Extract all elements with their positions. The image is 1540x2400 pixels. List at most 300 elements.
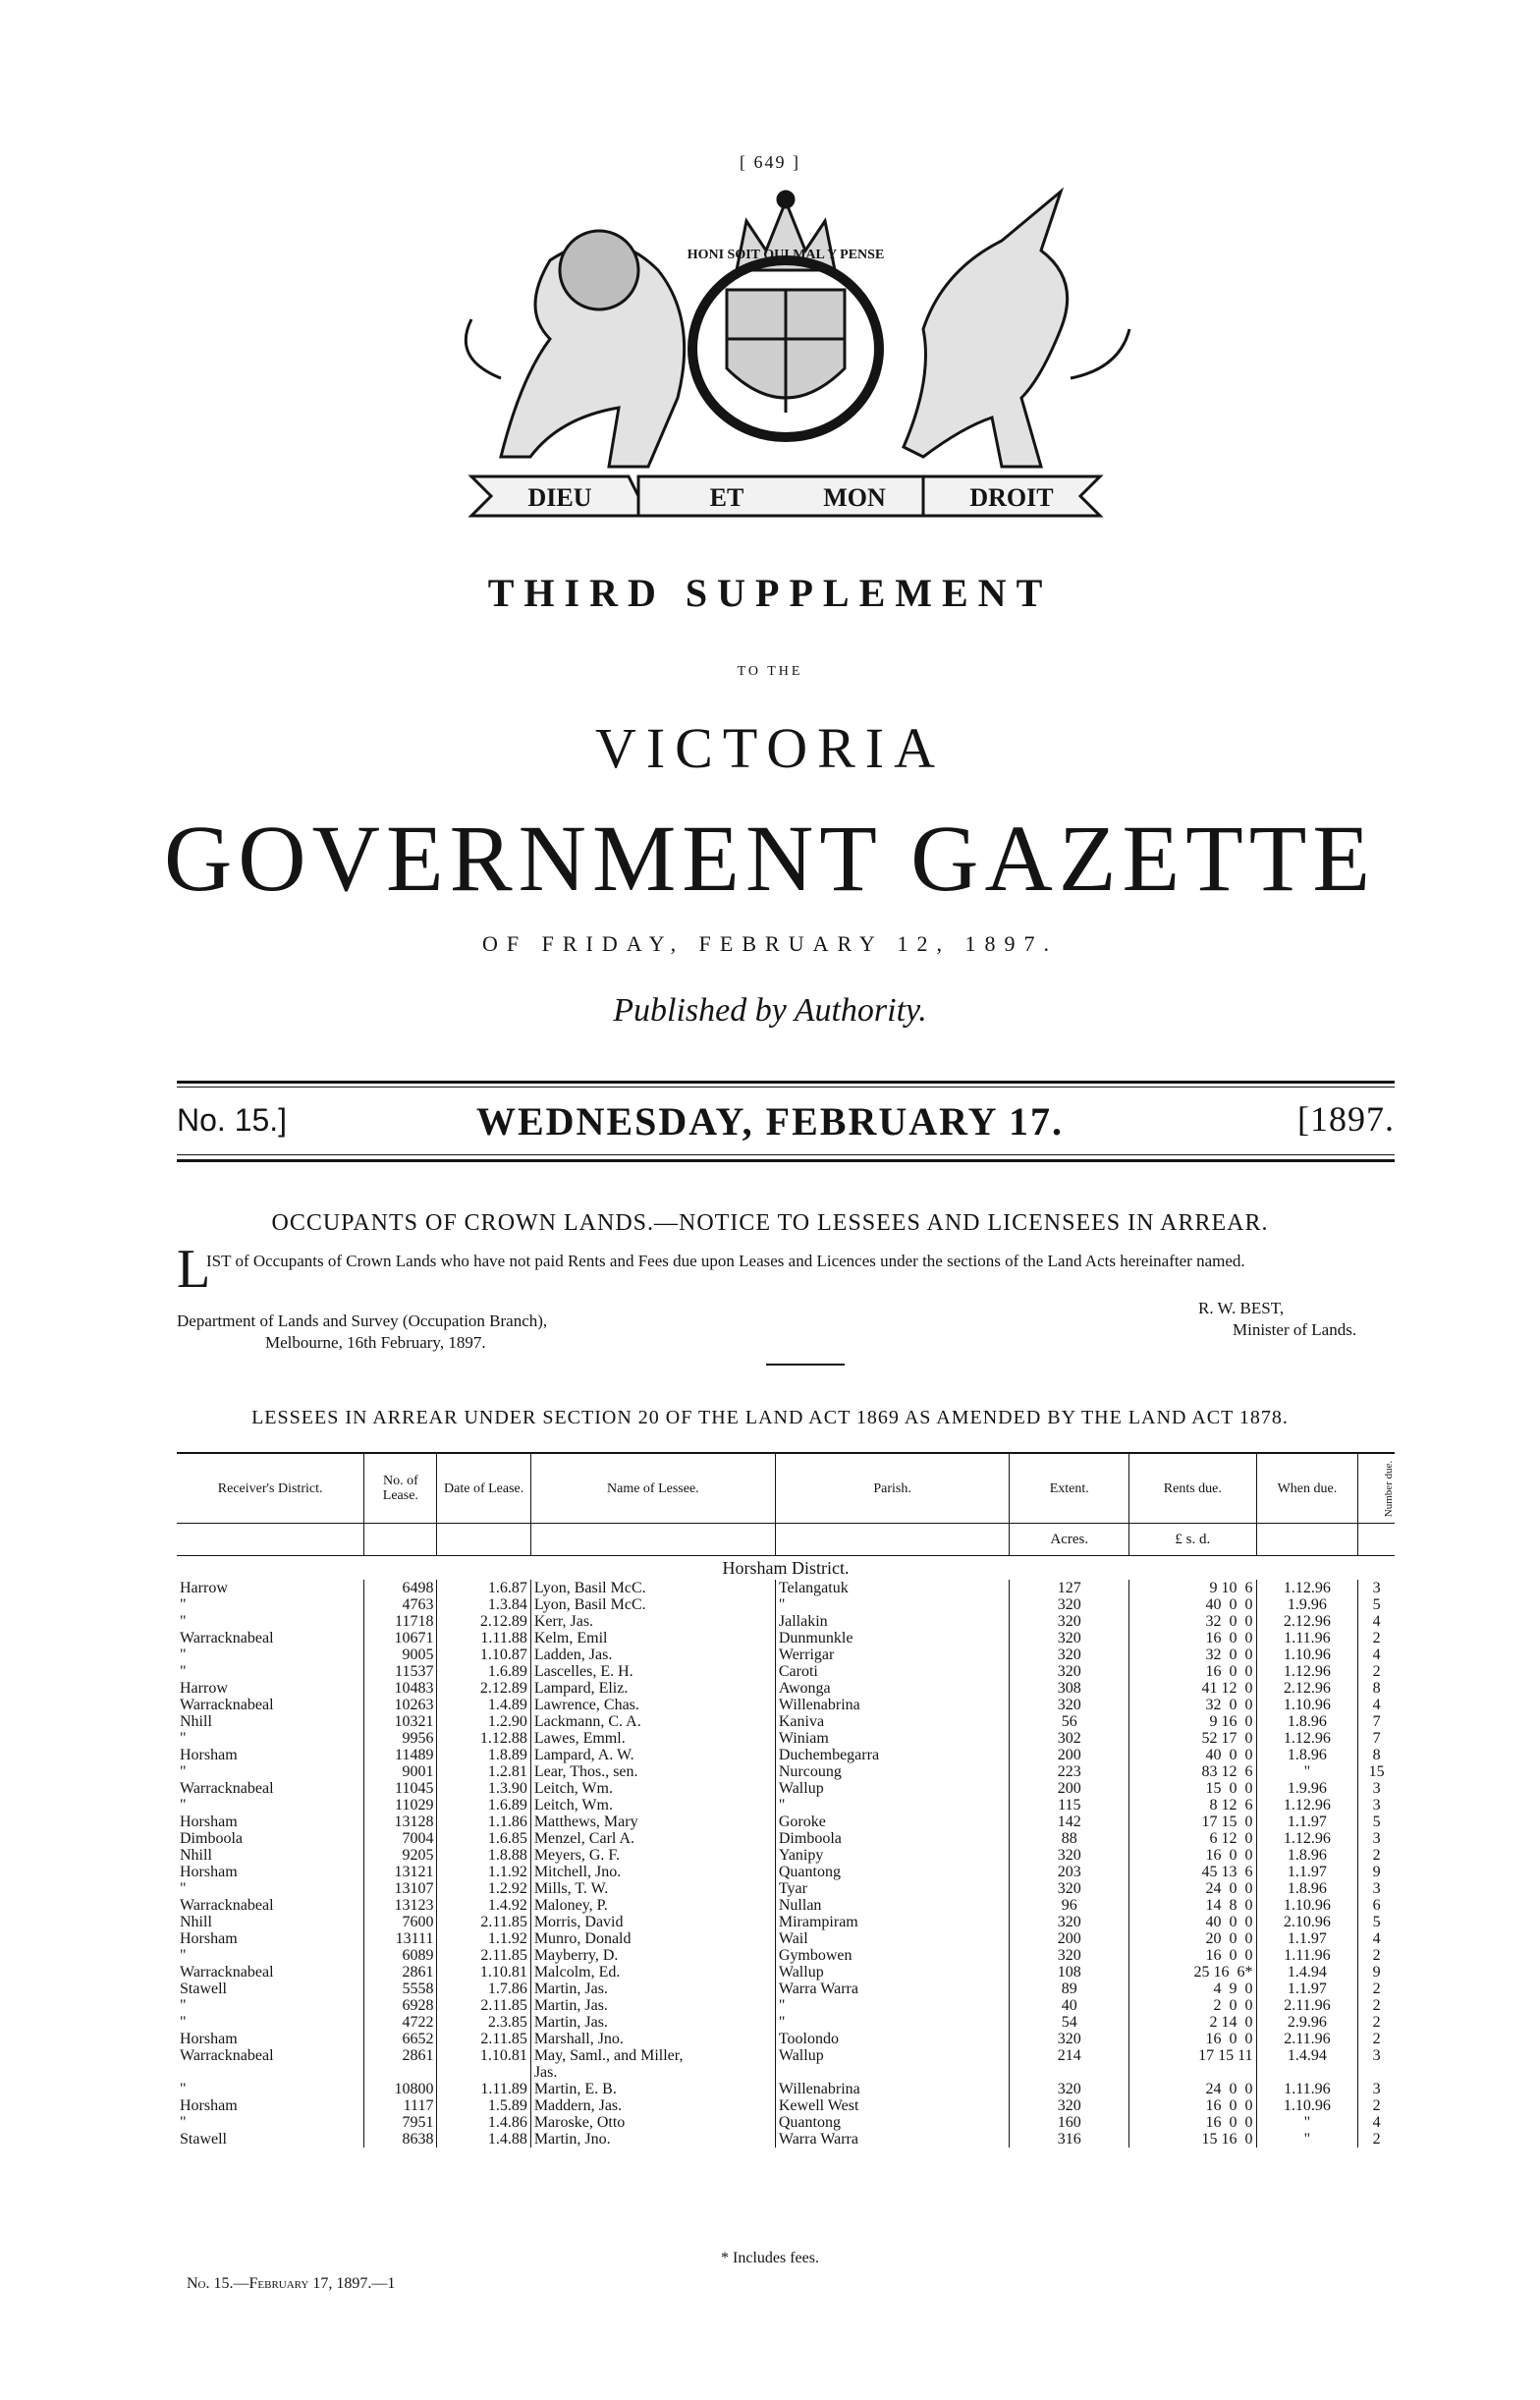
issue-year: [1897. xyxy=(1297,1099,1395,1139)
cell-parish: Mirampiram xyxy=(775,1914,1009,1930)
cell-number-due: 2 xyxy=(1358,1981,1395,1997)
cell-lessee-name: Lascelles, E. H. xyxy=(530,1663,775,1680)
cell-number-due: 4 xyxy=(1358,1647,1395,1663)
cell-district: " xyxy=(180,1797,187,1814)
cell-extent: 320 xyxy=(1010,1697,1129,1713)
cell-lease-number: 9001 xyxy=(364,1763,437,1780)
table-row xyxy=(177,1613,1395,1630)
cell-district: Horsham xyxy=(180,2031,238,2047)
cell-district: Horsham xyxy=(180,2097,238,2114)
cell-number-due: 2 xyxy=(1358,1997,1395,2014)
cell-district: " xyxy=(180,1763,187,1780)
victoria-title: VICTORIA xyxy=(594,716,946,780)
cell-lease-number: 6498 xyxy=(364,1580,437,1596)
cell-extent xyxy=(1010,2064,1129,2081)
cell-lease-date: 1.6.89 xyxy=(437,1797,530,1814)
royal-coat-of-arms-icon xyxy=(412,182,1159,535)
table-row xyxy=(177,1897,1395,1914)
cell-rent: 45 13 6 xyxy=(1129,1864,1256,1880)
cell-lease-date: 1.3.90 xyxy=(437,1780,530,1797)
cell-when-due: 1.8.96 xyxy=(1256,1713,1358,1730)
cell-parish: Goroke xyxy=(775,1814,1009,1830)
cell-number-due: 3 xyxy=(1358,1780,1395,1797)
cell-extent: 302 xyxy=(1010,1730,1129,1747)
cell-district: Nhill xyxy=(180,1914,212,1930)
cell-lessee-name: Lawrence, Chas. xyxy=(530,1697,775,1713)
cell-when-due: 1.12.96 xyxy=(1256,1830,1358,1847)
cell-rent: 40 0 0 xyxy=(1129,1596,1256,1613)
cell-number-due: 3 xyxy=(1358,1830,1395,1847)
cell-extent: 320 xyxy=(1010,2031,1129,2047)
notice-title: OCCUPANTS OF CROWN LANDS.—NOTICE TO LESSEES AND LICENSEES IN ARREAR. xyxy=(271,1210,1269,1236)
cell-when-due: 1.9.96 xyxy=(1256,1596,1358,1613)
table-row xyxy=(177,1997,1395,2014)
cell-lessee-name: Malcolm, Ed. xyxy=(530,1964,775,1981)
cell-district: " xyxy=(180,1880,187,1897)
cell-lease-date: 1.8.88 xyxy=(437,1847,530,1864)
cell-number-due: 6 xyxy=(1358,1897,1395,1914)
cell-lease-number: 1117 xyxy=(364,2097,437,2114)
cell-number-due: 9 xyxy=(1358,1964,1395,1981)
cell-lease-number: 13107 xyxy=(364,1880,437,1897)
cell-extent: 320 xyxy=(1010,1947,1129,1964)
cell-lessee-name: Leitch, Wm. xyxy=(530,1780,775,1797)
table-row xyxy=(177,2014,1395,2031)
cell-parish: Warra Warra xyxy=(775,2131,1009,2148)
table-row xyxy=(177,1847,1395,1864)
cell-rent: 16 0 0 xyxy=(1129,1947,1256,1964)
units-currency: £ s. d. xyxy=(1129,1524,1256,1556)
cell-district: " xyxy=(180,1997,187,2014)
cell-lessee-name: May, Saml., and Miller, xyxy=(530,2047,775,2064)
cell-lessee-name: Martin, Jno. xyxy=(530,2131,775,2148)
cell-lease-number: 11045 xyxy=(364,1780,437,1797)
svg-text:DROIT: DROIT xyxy=(969,483,1054,512)
cell-lease-number: 5558 xyxy=(364,1981,437,1997)
cell-lessee-name: Lyon, Basil McC. xyxy=(530,1580,775,1596)
cell-lease-date: 1.10.87 xyxy=(437,1647,530,1663)
table-row xyxy=(177,1730,1395,1747)
cell-when-due: 2.12.96 xyxy=(1256,1613,1358,1630)
cell-lessee-name: Matthews, Mary xyxy=(530,1814,775,1830)
cell-lease-date: 2.11.85 xyxy=(437,1997,530,2014)
cell-lease-date: 2.11.85 xyxy=(437,2031,530,2047)
cell-extent: 308 xyxy=(1010,1680,1129,1697)
cell-when-due: 2.11.96 xyxy=(1256,2031,1358,2047)
cell-district: Nhill xyxy=(180,1847,212,1864)
table-row xyxy=(177,1697,1395,1713)
table-row xyxy=(177,1830,1395,1847)
cell-rent: 32 0 0 xyxy=(1129,1647,1256,1663)
cell-parish: Wallup xyxy=(775,2047,1009,2064)
cell-number-due: 2 xyxy=(1358,2031,1395,2047)
cell-lease-date: 1.12.88 xyxy=(437,1730,530,1747)
cell-district: " xyxy=(180,2014,187,2031)
cell-extent: 96 xyxy=(1010,1897,1129,1914)
cell-district: " xyxy=(180,1647,187,1663)
cell-lease-number: 11489 xyxy=(364,1747,437,1763)
cell-lease-number: 7951 xyxy=(364,2114,437,2131)
cell-lessee-name: Maroske, Otto xyxy=(530,2114,775,2131)
cell-parish: Toolondo xyxy=(775,2031,1009,2047)
cell-lessee-name: Morris, David xyxy=(530,1914,775,1930)
cell-district: " xyxy=(180,1730,187,1747)
cell-rent: 24 0 0 xyxy=(1129,1880,1256,1897)
cell-extent: 160 xyxy=(1010,2114,1129,2131)
cell-extent: 200 xyxy=(1010,1747,1129,1763)
cell-lease-date: 2.3.85 xyxy=(437,2014,530,2031)
gazette-title: GOVERNMENT GAZETTE xyxy=(163,806,1377,911)
cell-extent: 40 xyxy=(1010,1997,1129,2014)
cell-parish: Gymbowen xyxy=(775,1947,1009,1964)
table-row xyxy=(177,1663,1395,1680)
cell-number-due: 2 xyxy=(1358,2014,1395,2031)
cell-when-due: " xyxy=(1256,1763,1358,1780)
cell-lease-date: 1.4.92 xyxy=(437,1897,530,1914)
cell-when-due: 1.8.96 xyxy=(1256,1847,1358,1864)
page-footer: No. 15.—February 17, 1897.—1 xyxy=(187,2275,396,2292)
table-row xyxy=(177,1713,1395,1730)
cell-number-due: 4 xyxy=(1358,1697,1395,1713)
cell-lease-date: 1.1.92 xyxy=(437,1864,530,1880)
published-by-authority: Published by Authority. xyxy=(613,992,927,1029)
cell-lease-number: 7004 xyxy=(364,1830,437,1847)
cell-lease-date: 1.4.86 xyxy=(437,2114,530,2131)
cell-rent: 40 0 0 xyxy=(1129,1747,1256,1763)
cell-lease-number: 2861 xyxy=(364,2047,437,2064)
cell-lessee-name: Martin, E. B. xyxy=(530,2081,775,2097)
cell-extent: 203 xyxy=(1010,1864,1129,1880)
cell-rent: 17 15 0 xyxy=(1129,1814,1256,1830)
cell-rent: 16 0 0 xyxy=(1129,2031,1256,2047)
table-row xyxy=(177,1780,1395,1797)
cell-lease-date: 1.1.86 xyxy=(437,1814,530,1830)
cell-district: " xyxy=(180,1613,187,1630)
notice-dropcap: L xyxy=(177,1239,211,1300)
cell-extent: 320 xyxy=(1010,2097,1129,2114)
cell-lessee-name: Meyers, G. F. xyxy=(530,1847,775,1864)
cell-extent: 320 xyxy=(1010,1596,1129,1613)
cell-district: Warracknabeal xyxy=(180,1780,274,1797)
cell-lease-date: 1.4.88 xyxy=(437,2131,530,2148)
cell-extent: 89 xyxy=(1010,1981,1129,1997)
cell-lessee-name: Maddern, Jas. xyxy=(530,2097,775,2114)
cell-rent: 83 12 6 xyxy=(1129,1763,1256,1780)
cell-parish: Wallup xyxy=(775,1964,1009,1981)
cell-lease-number: 6928 xyxy=(364,1997,437,2014)
issue-date: WEDNESDAY, FEBRUARY 17. xyxy=(475,1099,1065,1144)
cell-lease-number: 8638 xyxy=(364,2131,437,2148)
cell-parish: " xyxy=(775,1997,1009,2014)
svg-text:HONI SOIT QUI MAL Y PENSE: HONI SOIT QUI MAL Y PENSE xyxy=(687,248,885,262)
cell-number-due: 2 xyxy=(1358,1947,1395,1964)
table-row xyxy=(177,1947,1395,1964)
cell-rent: 24 0 0 xyxy=(1129,2081,1256,2097)
cell-rent: 2 14 0 xyxy=(1129,2014,1256,2031)
cell-parish: Nullan xyxy=(775,1897,1009,1914)
table-header-row xyxy=(177,1453,1395,1524)
cell-lease-date: 1.1.92 xyxy=(437,1930,530,1947)
cell-number-due: 3 xyxy=(1358,1797,1395,1814)
cell-rent: 15 0 0 xyxy=(1129,1780,1256,1797)
cell-lease-date: 1.6.85 xyxy=(437,1830,530,1847)
cell-lease-date: 2.11.85 xyxy=(437,1947,530,1964)
cell-lessee-name: Mills, T. W. xyxy=(530,1880,775,1897)
cell-parish: " xyxy=(775,1797,1009,1814)
cell-district: Harrow xyxy=(180,1680,228,1697)
minister-name: R. W. BEST, xyxy=(1198,1299,1285,1317)
cell-rent: 8 12 6 xyxy=(1129,1797,1256,1814)
cell-rent: 14 8 0 xyxy=(1129,1897,1256,1914)
cell-lease-number: 13121 xyxy=(364,1864,437,1880)
cell-lease-date: 1.5.89 xyxy=(437,2097,530,2114)
cell-parish: Dunmunkle xyxy=(775,1630,1009,1647)
cell-district: Horsham xyxy=(180,1747,238,1763)
cell-when-due: 1.11.96 xyxy=(1256,1947,1358,1964)
issue-top-rule-thin xyxy=(177,1087,1395,1088)
cell-lease-number: 10321 xyxy=(364,1713,437,1730)
cell-district: " xyxy=(180,2081,187,2097)
cell-number-due: 2 xyxy=(1358,2131,1395,2148)
header-receivers-district: Receiver's District. xyxy=(177,1453,364,1524)
cell-district: Warracknabeal xyxy=(180,1630,274,1647)
cell-lessee-name: Kelm, Emil xyxy=(530,1630,775,1647)
cell-district: " xyxy=(180,1663,187,1680)
cell-lessee-name: Mitchell, Jno. xyxy=(530,1864,775,1880)
cell-district: Nhill xyxy=(180,1713,212,1730)
cell-parish: Tyar xyxy=(775,1880,1009,1897)
svg-text:ET: ET xyxy=(709,483,744,512)
cell-when-due: 1.4.94 xyxy=(1256,1964,1358,1981)
minister-title: Minister of Lands. xyxy=(1233,1320,1357,1339)
cell-rent: 16 0 0 xyxy=(1129,1630,1256,1647)
cell-lease-number: 11537 xyxy=(364,1663,437,1680)
cell-number-due: 4 xyxy=(1358,2114,1395,2131)
issue-number: No. 15.] xyxy=(177,1102,288,1138)
cell-number-due: 5 xyxy=(1358,1914,1395,1930)
cell-rent: 32 0 0 xyxy=(1129,1613,1256,1630)
cell-number-due: 4 xyxy=(1358,1930,1395,1947)
cell-when-due: 2.10.96 xyxy=(1256,1914,1358,1930)
cell-lessee-name: Martin, Jas. xyxy=(530,1997,775,2014)
cell-rent: 32 0 0 xyxy=(1129,1697,1256,1713)
cell-rent xyxy=(1129,2064,1256,2081)
cell-when-due: 1.10.96 xyxy=(1256,1647,1358,1663)
cell-lessee-name: Marshall, Jno. xyxy=(530,2031,775,2047)
cell-parish: Winiam xyxy=(775,1730,1009,1747)
cell-lease-date: 1.6.89 xyxy=(437,1663,530,1680)
svg-text:MON: MON xyxy=(823,483,886,512)
group-label: Horsham District. xyxy=(722,1558,850,1578)
cell-when-due: 1.4.94 xyxy=(1256,2047,1358,2064)
cell-rent: 9 16 0 xyxy=(1129,1713,1256,1730)
cell-number-due: 2 xyxy=(1358,1630,1395,1647)
cell-lease-date: 1.10.81 xyxy=(437,2047,530,2064)
issue-top-rule xyxy=(177,1081,1395,1084)
cell-when-due: " xyxy=(1256,2114,1358,2131)
cell-district: Harrow xyxy=(180,1580,228,1596)
cell-lease-date: 1.6.87 xyxy=(437,1580,530,1596)
cell-extent: 54 xyxy=(1010,2014,1129,2031)
cell-district: Horsham xyxy=(180,1930,238,1947)
table-row xyxy=(177,2047,1395,2064)
cell-lessee-name: Lackmann, C. A. xyxy=(530,1713,775,1730)
cell-when-due: 2.9.96 xyxy=(1256,2014,1358,2031)
cell-lease-number: 10483 xyxy=(364,1680,437,1697)
cell-lessee-name: Lampard, A. W. xyxy=(530,1747,775,1763)
page-number: [ 649 ] xyxy=(740,152,800,172)
cell-lease-number: 11718 xyxy=(364,1613,437,1630)
notice-text: IST of Occupants of Crown Lands who have not paid Rents and Fees due upon Leases and Licences under the sections of the Land Acts hereinafter named. xyxy=(206,1252,1245,1270)
header-number-due: Number due. xyxy=(1358,1453,1395,1524)
cell-parish: Quantong xyxy=(775,1864,1009,1880)
cell-number-due: 3 xyxy=(1358,2047,1395,2064)
cell-number-due: 7 xyxy=(1358,1730,1395,1747)
cell-district: " xyxy=(180,1596,187,1613)
cell-extent: 214 xyxy=(1010,2047,1129,2064)
cell-parish: Kaniva xyxy=(775,1713,1009,1730)
cell-lease-date: 1.4.89 xyxy=(437,1697,530,1713)
cell-lease-number: 4722 xyxy=(364,2014,437,2031)
cell-lessee-name: Munro, Donald xyxy=(530,1930,775,1947)
cell-district: Stawell xyxy=(180,1981,227,1997)
cell-district: Warracknabeal xyxy=(180,1697,274,1713)
table-row xyxy=(177,1647,1395,1663)
cell-number-due: 7 xyxy=(1358,1713,1395,1730)
cell-extent: 320 xyxy=(1010,1847,1129,1864)
cell-number-due: 8 xyxy=(1358,1680,1395,1697)
cell-number-due xyxy=(1358,2064,1395,2081)
cell-lease-number: 11029 xyxy=(364,1797,437,1814)
table-row xyxy=(177,2131,1395,2148)
cell-lease-number: 13123 xyxy=(364,1897,437,1914)
cell-rent: 52 17 0 xyxy=(1129,1730,1256,1747)
cell-parish: Telangatuk xyxy=(775,1580,1009,1596)
table-row xyxy=(177,2064,1395,2081)
table-row xyxy=(177,1964,1395,1981)
cell-extent: 88 xyxy=(1010,1830,1129,1847)
table-row xyxy=(177,1814,1395,1830)
cell-lease-date: 1.2.81 xyxy=(437,1763,530,1780)
cell-lease-date: 1.3.84 xyxy=(437,1596,530,1613)
cell-extent: 320 xyxy=(1010,1613,1129,1630)
cell-extent: 320 xyxy=(1010,1880,1129,1897)
cell-lease-number: 9205 xyxy=(364,1847,437,1864)
cell-extent: 115 xyxy=(1010,1797,1129,1814)
table-row xyxy=(177,1580,1395,1596)
cell-extent: 56 xyxy=(1010,1713,1129,1730)
cell-lease-date: 2.11.85 xyxy=(437,1914,530,1930)
lessees-table xyxy=(177,1452,1395,2148)
cell-parish: " xyxy=(775,1596,1009,1613)
table-row xyxy=(177,1630,1395,1647)
cell-rent: 16 0 0 xyxy=(1129,2114,1256,2131)
cell-rent: 17 15 11 xyxy=(1129,2047,1256,2064)
cell-extent: 320 xyxy=(1010,1647,1129,1663)
cell-lessee-name: Martin, Jas. xyxy=(530,2014,775,2031)
cell-number-due: 5 xyxy=(1358,1596,1395,1613)
cell-district: Warracknabeal xyxy=(180,1964,274,1981)
table-row xyxy=(177,2114,1395,2131)
cell-rent: 16 0 0 xyxy=(1129,2097,1256,2114)
cell-number-due: 15 xyxy=(1358,1763,1395,1780)
cell-parish: " xyxy=(775,2014,1009,2031)
cell-lessee-name: Menzel, Carl A. xyxy=(530,1830,775,1847)
cell-lessee-name: Leitch, Wm. xyxy=(530,1797,775,1814)
cell-rent: 9 10 6 xyxy=(1129,1580,1256,1596)
table-row xyxy=(177,2081,1395,2097)
cell-lessee-name: Lampard, Eliz. xyxy=(530,1680,775,1697)
cell-when-due: 1.12.96 xyxy=(1256,1663,1358,1680)
header-rents-due: Rents due. xyxy=(1129,1453,1256,1524)
cell-rent: 25 16 6* xyxy=(1129,1964,1256,1981)
cell-district: Stawell xyxy=(180,2131,227,2148)
cell-district: Dimboola xyxy=(180,1830,243,1847)
gazette-date-line: OF FRIDAY, FEBRUARY 12, 1897. xyxy=(482,931,1058,956)
cell-lessee-name: Mayberry, D. xyxy=(530,1947,775,1964)
cell-extent: 223 xyxy=(1010,1763,1129,1780)
cell-lease-number: 9005 xyxy=(364,1647,437,1663)
cell-lessee-name: Ladden, Jas. xyxy=(530,1647,775,1663)
cell-lessee-name: Martin, Jas. xyxy=(530,1981,775,1997)
cell-when-due: 1.11.96 xyxy=(1256,2081,1358,2097)
cell-parish: Awonga xyxy=(775,1680,1009,1697)
cell-lease-date: 2.12.89 xyxy=(437,1680,530,1697)
cell-when-due: 1.11.96 xyxy=(1256,1630,1358,1647)
cell-rent: 41 12 0 xyxy=(1129,1680,1256,1697)
cell-district: Warracknabeal xyxy=(180,2047,274,2064)
section-heading: LESSEES IN ARREAR UNDER SECTION 20 OF THE LAND ACT 1869 AS AMENDED BY THE LAND ACT 1878. xyxy=(251,1407,1289,1428)
cell-district: " xyxy=(180,2114,187,2131)
header-lessee-name: Name of Lessee. xyxy=(530,1453,775,1524)
cell-lease-date: 1.11.89 xyxy=(437,2081,530,2097)
cell-parish: Warra Warra xyxy=(775,1981,1009,1997)
cell-when-due: 1.1.97 xyxy=(1256,1930,1358,1947)
department-line: Department of Lands and Survey (Occupation Branch), xyxy=(177,1312,548,1330)
cell-district xyxy=(177,2064,364,2081)
cell-when-due: 1.8.96 xyxy=(1256,1880,1358,1897)
cell-lessee-name: Kerr, Jas. xyxy=(530,1613,775,1630)
cell-when-due: 1.8.96 xyxy=(1256,1747,1358,1763)
table-row xyxy=(177,1930,1395,1947)
group-row xyxy=(177,1556,1395,1581)
cell-district: Horsham xyxy=(180,1814,238,1830)
cell-extent: 320 xyxy=(1010,1630,1129,1647)
table-row xyxy=(177,1680,1395,1697)
cell-when-due: 1.12.96 xyxy=(1256,1730,1358,1747)
cell-when-due: 1.9.96 xyxy=(1256,1780,1358,1797)
cell-lease-number: 13111 xyxy=(364,1930,437,1947)
cell-rent: 6 12 0 xyxy=(1129,1830,1256,1847)
cell-parish: Caroti xyxy=(775,1663,1009,1680)
svg-text:DIEU: DIEU xyxy=(527,483,592,512)
cell-number-due: 2 xyxy=(1358,1663,1395,1680)
cell-parish xyxy=(775,2064,1009,2081)
cell-lease-date: 1.11.88 xyxy=(437,1630,530,1647)
cell-parish: Yanipy xyxy=(775,1847,1009,1864)
cell-parish: Nurcoung xyxy=(775,1763,1009,1780)
cell-number-due: 8 xyxy=(1358,1747,1395,1763)
cell-lease-number: 4763 xyxy=(364,1596,437,1613)
cell-extent: 200 xyxy=(1010,1930,1129,1947)
cell-lease-number: 6089 xyxy=(364,1947,437,1964)
to-the-label: TO THE xyxy=(737,664,803,679)
issue-bottom-rule-thin xyxy=(177,1154,1395,1155)
cell-number-due: 2 xyxy=(1358,1847,1395,1864)
cell-rent: 15 16 0 xyxy=(1129,2131,1256,2148)
table-row xyxy=(177,1596,1395,1613)
cell-lease-number: 13128 xyxy=(364,1814,437,1830)
